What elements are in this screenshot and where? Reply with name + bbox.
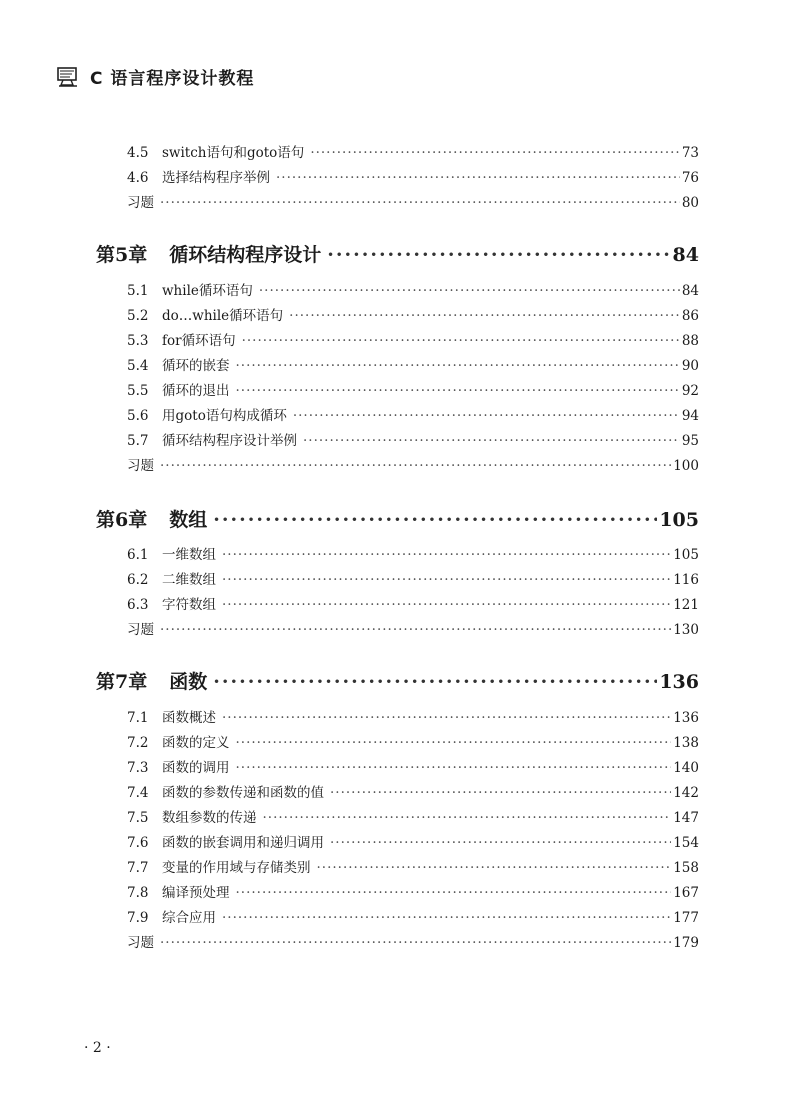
toc-number: 7.5	[127, 810, 149, 826]
toc-section-row	[127, 279, 699, 299]
toc-section-row	[127, 379, 699, 399]
toc-number: 5.7	[127, 433, 149, 449]
toc-section-row	[127, 781, 699, 801]
page-number: · 2 ·	[84, 1040, 111, 1056]
toc-exercise-row	[127, 931, 699, 951]
toc-number: 6.1	[127, 547, 149, 563]
toc-leader-dots	[236, 383, 680, 399]
toc-label: while循环语句	[162, 283, 253, 299]
toc-page-number: 167	[673, 885, 699, 901]
toc-page-number: 100	[673, 458, 699, 474]
toc-leader-dots	[330, 785, 671, 801]
toc-leader-dots	[327, 244, 670, 266]
toc-number: 第5章	[96, 244, 148, 266]
toc-number: 7.6	[127, 835, 149, 851]
toc-section-row	[127, 906, 699, 926]
toc-exercise-row	[127, 191, 699, 211]
toc-page-number: 147	[673, 810, 699, 826]
toc-section-row	[127, 329, 699, 349]
toc-label: 函数概述	[162, 710, 216, 726]
toc-number: 6.2	[127, 572, 149, 588]
toc-page-number: 136	[673, 710, 699, 726]
toc-label: 习题	[127, 458, 154, 474]
toc-page-number: 73	[681, 145, 699, 161]
toc-label: 循环的嵌套	[162, 358, 230, 374]
toc-leader-dots	[160, 195, 680, 211]
toc-leader-dots	[160, 458, 671, 474]
toc-label: 字符数组	[162, 597, 216, 613]
toc-number: 5.2	[127, 308, 149, 324]
toc-chapter-row	[96, 667, 699, 694]
toc-leader-dots	[222, 910, 671, 926]
toc-leader-dots	[222, 572, 671, 588]
toc-label: 函数的调用	[162, 760, 230, 776]
toc-page-number: 130	[673, 622, 699, 638]
book-title: C 语言程序设计教程	[90, 69, 255, 89]
toc-section-row	[127, 568, 699, 588]
toc-label: for循环语句	[162, 333, 236, 349]
toc-page-number: 76	[681, 170, 699, 186]
toc-label: 循环结构程序设计	[169, 244, 322, 266]
toc-label: 习题	[127, 622, 154, 638]
toc-section-row	[127, 166, 699, 186]
toc-label: 循环结构程序设计举例	[162, 433, 297, 449]
toc-number: 第6章	[96, 509, 148, 531]
toc-page-number: 86	[681, 308, 699, 324]
toc-label: 函数的参数传递和函数的值	[162, 785, 324, 801]
toc-page-number: 105	[659, 509, 699, 531]
toc-leader-dots	[310, 145, 680, 161]
toc-leader-dots	[213, 509, 657, 531]
toc-page-number: 177	[673, 910, 699, 926]
toc-number: 7.4	[127, 785, 149, 801]
toc-label: 一维数组	[162, 547, 216, 563]
toc-leader-dots	[222, 547, 671, 563]
toc-leader-dots	[222, 710, 671, 726]
toc-leader-dots	[263, 810, 672, 826]
toc-label: 用goto语句构成循环	[162, 408, 287, 424]
toc-section-row	[127, 831, 699, 851]
toc-leader-dots	[160, 622, 671, 638]
toc-exercise-row	[127, 454, 699, 474]
toc-number: 6.3	[127, 597, 149, 613]
toc-leader-dots	[303, 433, 680, 449]
toc-chapter-row	[96, 240, 699, 267]
toc-page-number: 179	[673, 935, 699, 951]
toc-section-row	[127, 806, 699, 826]
toc-label: 函数	[169, 671, 208, 693]
toc-number: 7.9	[127, 910, 149, 926]
toc-number: 7.7	[127, 860, 149, 876]
toc-page-number: 95	[681, 433, 699, 449]
toc-leader-dots	[289, 308, 680, 324]
toc-exercise-row	[127, 618, 699, 638]
toc-section-row	[127, 304, 699, 324]
toc-label: 循环的退出	[162, 383, 230, 399]
toc-section-row	[127, 543, 699, 563]
toc-label: 函数的嵌套调用和递归调用	[162, 835, 324, 851]
toc-section-row	[127, 706, 699, 726]
toc-label: 数组	[169, 509, 208, 531]
toc-label: 习题	[127, 195, 154, 211]
toc-leader-dots	[236, 760, 672, 776]
toc-page-number: 80	[681, 195, 699, 211]
toc-leader-dots	[317, 860, 672, 876]
toc-page-number: 121	[673, 597, 699, 613]
toc-number: 5.1	[127, 283, 149, 299]
toc-page-number: 136	[659, 671, 699, 693]
toc-section-row	[127, 354, 699, 374]
toc-leader-dots	[236, 735, 672, 751]
toc-number: 5.6	[127, 408, 149, 424]
toc-leader-dots	[222, 597, 671, 613]
toc-leader-dots	[293, 408, 680, 424]
toc-page-number: 142	[673, 785, 699, 801]
toc-page-number: 88	[681, 333, 699, 349]
toc-section-row	[127, 756, 699, 776]
toc-number: 5.4	[127, 358, 149, 374]
toc-section-row	[127, 731, 699, 751]
toc-section-row	[127, 141, 699, 161]
toc-leader-dots	[236, 885, 672, 901]
toc-page-number: 158	[673, 860, 699, 876]
toc-number: 4.6	[127, 170, 149, 186]
toc-section-row	[127, 881, 699, 901]
toc-page-number: 84	[672, 244, 699, 266]
toc-label: switch语句和goto语句	[162, 145, 305, 161]
toc-number: 7.3	[127, 760, 149, 776]
toc-section-row	[127, 593, 699, 613]
toc-leader-dots	[213, 671, 657, 693]
toc-label: 数组参数的传递	[162, 810, 257, 826]
toc-label: 综合应用	[162, 910, 216, 926]
toc-section-row	[127, 856, 699, 876]
toc-section-row	[127, 404, 699, 424]
toc-label: 函数的定义	[162, 735, 230, 751]
toc-page-number: 140	[673, 760, 699, 776]
toc-number: 7.1	[127, 710, 149, 726]
toc-section-row	[127, 429, 699, 449]
toc-number: 5.5	[127, 383, 149, 399]
toc-label: 变量的作用域与存储类别	[162, 860, 311, 876]
toc-number: 4.5	[127, 145, 149, 161]
toc-leader-dots	[160, 935, 671, 951]
toc-page-number: 92	[681, 383, 699, 399]
toc-leader-dots	[236, 358, 680, 374]
toc-label: 选择结构程序举例	[162, 170, 270, 186]
toc-page-number: 90	[681, 358, 699, 374]
toc-label: 二维数组	[162, 572, 216, 588]
toc-chapter-row	[96, 505, 699, 532]
toc-leader-dots	[276, 170, 680, 186]
toc-label: 编译预处理	[162, 885, 230, 901]
toc-page-number: 105	[673, 547, 699, 563]
toc-number: 7.8	[127, 885, 149, 901]
toc-leader-dots	[330, 835, 671, 851]
toc-number: 5.3	[127, 333, 149, 349]
toc-page-number: 116	[673, 572, 699, 588]
toc-page-number: 94	[681, 408, 699, 424]
toc-page-number: 84	[681, 283, 699, 299]
toc-number: 7.2	[127, 735, 149, 751]
toc-page-number: 138	[673, 735, 699, 751]
toc-number: 第7章	[96, 671, 148, 693]
toc-leader-dots	[242, 333, 680, 349]
toc-page-number: 154	[673, 835, 699, 851]
toc-label: 习题	[127, 935, 154, 951]
toc-leader-dots	[259, 283, 680, 299]
toc-label: do…while循环语句	[162, 308, 284, 324]
